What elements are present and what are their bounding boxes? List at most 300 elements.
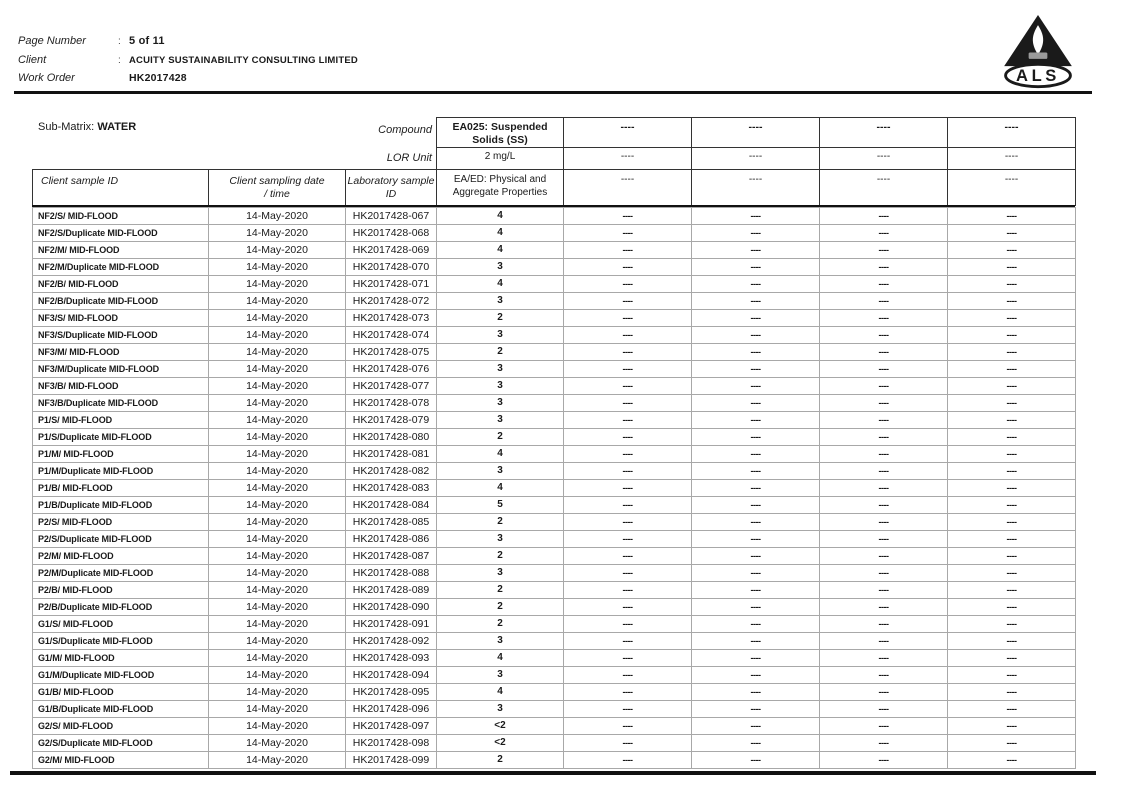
no-result-cell: ----: [820, 667, 948, 684]
no-result-cell: ----: [564, 497, 692, 514]
no-result-cell: ----: [692, 412, 820, 429]
no-result-cell: ----: [692, 514, 820, 531]
method-placeholder-line: ----: [1004, 174, 1019, 185]
client-sample-id-cell: G1/S/Duplicate MID-FLOOD: [33, 633, 209, 650]
lab-sample-id-cell: HK2017428-089: [346, 582, 437, 599]
lab-sample-id-cell: HK2017428-076: [346, 361, 437, 378]
no-result-cell: ----: [564, 276, 692, 293]
lab-sample-id-cell: HK2017428-073: [346, 310, 437, 327]
lor-unit-value: [437, 148, 564, 170]
no-result-cell: ----: [820, 463, 948, 480]
result-row: [33, 293, 1076, 310]
sampling-date-cell: 14-May-2020: [209, 446, 346, 463]
lab-sample-id-cell: HK2017428-097: [346, 718, 437, 735]
no-result-cell: ----: [564, 344, 692, 361]
no-result-cell: ----: [692, 582, 820, 599]
lab-sample-id-cell: HK2017428-078: [346, 395, 437, 412]
sampling-date-cell: 14-May-2020: [209, 310, 346, 327]
lab-sample-id-cell: HK2017428-070: [346, 259, 437, 276]
sampling-date-cell: 14-May-2020: [209, 327, 346, 344]
no-result-cell: ----: [692, 599, 820, 616]
meta-row-client: [18, 54, 358, 73]
lab-sample-id-cell: HK2017428-074: [346, 327, 437, 344]
no-result-cell: ----: [948, 293, 1076, 310]
no-result-cell: ----: [692, 497, 820, 514]
result-row: [33, 208, 1076, 225]
result-value-cell: 2: [437, 599, 564, 616]
client-sample-id-cell: G1/S/ MID-FLOOD: [33, 616, 209, 633]
no-result-cell: ----: [564, 684, 692, 701]
no-result-cell: ----: [820, 293, 948, 310]
sampling-date-cell: 14-May-2020: [209, 582, 346, 599]
result-row: [33, 276, 1076, 293]
client-sample-id-cell: G1/B/Duplicate MID-FLOOD: [33, 701, 209, 718]
lab-sample-id-cell: HK2017428-083: [346, 480, 437, 497]
client-sample-id-cell: P2/S/Duplicate MID-FLOOD: [33, 531, 209, 548]
result-row: [33, 565, 1076, 582]
no-result-cell: ----: [692, 378, 820, 395]
no-result-cell: ----: [820, 735, 948, 752]
result-row: [33, 752, 1076, 769]
method-group-name: [437, 170, 564, 206]
sampling-date-cell: 14-May-2020: [209, 548, 346, 565]
sampling-date-cell: 14-May-2020: [209, 616, 346, 633]
no-result-cell: ----: [948, 361, 1076, 378]
result-value-cell: 3: [437, 531, 564, 548]
method-placeholder-line: ----: [748, 174, 763, 185]
result-value-cell: 3: [437, 361, 564, 378]
no-result-cell: ----: [948, 667, 1076, 684]
no-result-cell: ----: [820, 616, 948, 633]
no-result-cell: ----: [564, 735, 692, 752]
sampling-date-cell: 14-May-2020: [209, 242, 346, 259]
result-value-cell: 2: [437, 616, 564, 633]
als-logo-text: ALS: [1016, 66, 1060, 86]
client-value: ACUITY SUSTAINABILITY CONSULTING LIMITED: [129, 54, 358, 66]
compound-placeholder-line: ----: [748, 121, 763, 133]
client-sample-id-cell: G2/S/ MID-FLOOD: [33, 718, 209, 735]
lor-placeholder-line: ----: [1004, 151, 1019, 162]
no-result-cell: ----: [820, 718, 948, 735]
no-result-cell: ----: [692, 361, 820, 378]
no-result-cell: ----: [948, 480, 1076, 497]
lab-sample-id-cell: HK2017428-069: [346, 242, 437, 259]
client-sample-id-cell: G2/M/ MID-FLOOD: [33, 752, 209, 769]
no-result-cell: ----: [820, 497, 948, 514]
sampling-date-header-line1: Client sampling date: [229, 175, 325, 187]
result-row: [33, 310, 1076, 327]
results-table-wrap: [32, 207, 1076, 769]
sampling-date-cell: 14-May-2020: [209, 378, 346, 395]
method-placeholder: [820, 170, 948, 206]
no-result-cell: ----: [820, 395, 948, 412]
lab-sample-id-cell: HK2017428-094: [346, 667, 437, 684]
no-result-cell: ----: [564, 446, 692, 463]
no-result-cell: ----: [692, 276, 820, 293]
result-value-cell: <2: [437, 735, 564, 752]
client-sample-id-cell: NF2/B/Duplicate MID-FLOOD: [33, 293, 209, 310]
result-value-cell: <2: [437, 718, 564, 735]
lab-sample-id-cell: HK2017428-071: [346, 276, 437, 293]
lor-placeholder: [820, 148, 948, 170]
no-result-cell: ----: [692, 735, 820, 752]
client-sample-id-cell: NF2/M/ MID-FLOOD: [33, 242, 209, 259]
result-row: [33, 531, 1076, 548]
result-row: [33, 361, 1076, 378]
no-result-cell: ----: [820, 327, 948, 344]
lor-placeholder: [692, 148, 820, 170]
als-logo-icon: [1002, 13, 1074, 89]
no-result-cell: ----: [564, 701, 692, 718]
no-result-cell: ----: [692, 633, 820, 650]
result-value-cell: 4: [437, 650, 564, 667]
no-result-cell: ----: [564, 718, 692, 735]
lab-sample-id-cell: HK2017428-088: [346, 565, 437, 582]
method-group-name-line: Aggregate Properties: [452, 187, 548, 198]
result-row: [33, 548, 1076, 565]
separator-colon: :: [118, 36, 121, 47]
no-result-cell: ----: [948, 701, 1076, 718]
client-sample-id-cell: P1/S/Duplicate MID-FLOOD: [33, 429, 209, 446]
no-result-cell: ----: [692, 616, 820, 633]
sampling-date-cell: 14-May-2020: [209, 395, 346, 412]
no-result-cell: ----: [948, 582, 1076, 599]
sampling-date-cell: 14-May-2020: [209, 497, 346, 514]
result-row: [33, 429, 1076, 446]
no-result-cell: ----: [820, 344, 948, 361]
lab-sample-id-cell: HK2017428-086: [346, 531, 437, 548]
page-bottom-rule: [10, 771, 1096, 775]
lab-sample-id-cell: HK2017428-093: [346, 650, 437, 667]
client-sample-id-cell: P1/B/Duplicate MID-FLOOD: [33, 497, 209, 514]
result-row: [33, 633, 1076, 650]
no-result-cell: ----: [564, 565, 692, 582]
client-sample-id-cell: NF3/S/Duplicate MID-FLOOD: [33, 327, 209, 344]
lab-sample-id-cell: HK2017428-068: [346, 225, 437, 242]
result-value-cell: 4: [437, 276, 564, 293]
work-order-value: HK2017428: [129, 72, 187, 84]
lor-placeholder-line: ----: [748, 151, 763, 162]
no-result-cell: ----: [820, 599, 948, 616]
no-result-cell: ----: [948, 310, 1076, 327]
no-result-cell: ----: [564, 412, 692, 429]
no-result-cell: ----: [564, 361, 692, 378]
result-value-cell: 2: [437, 429, 564, 446]
client-sample-id-cell: G1/M/Duplicate MID-FLOOD: [33, 667, 209, 684]
lab-sample-id-cell: HK2017428-082: [346, 463, 437, 480]
no-result-cell: ----: [820, 276, 948, 293]
no-result-cell: ----: [564, 752, 692, 769]
meta-row-work-order: [18, 72, 358, 91]
no-result-cell: ----: [692, 259, 820, 276]
method-placeholder: [948, 170, 1076, 206]
separator-colon: :: [118, 54, 121, 66]
result-row: [33, 327, 1076, 344]
lab-sample-id-header-line2: ID: [385, 188, 397, 200]
compound-placeholder: [564, 118, 692, 148]
no-result-cell: ----: [820, 565, 948, 582]
client-sample-id-cell: P1/S/ MID-FLOOD: [33, 412, 209, 429]
lab-sample-id-cell: HK2017428-080: [346, 429, 437, 446]
method-group-row: [437, 170, 1076, 206]
sampling-date-cell: 14-May-2020: [209, 225, 346, 242]
no-result-cell: ----: [692, 667, 820, 684]
client-sample-id-cell: P1/B/ MID-FLOOD: [33, 480, 209, 497]
no-result-cell: ----: [820, 429, 948, 446]
no-result-cell: ----: [948, 599, 1076, 616]
lab-sample-id-cell: HK2017428-084: [346, 497, 437, 514]
result-value-cell: 4: [437, 684, 564, 701]
no-result-cell: ----: [948, 565, 1076, 582]
no-result-cell: ----: [820, 531, 948, 548]
no-result-cell: ----: [692, 480, 820, 497]
client-sample-id-cell: NF3/B/ MID-FLOOD: [33, 378, 209, 395]
sampling-date-cell: 14-May-2020: [209, 361, 346, 378]
client-sample-id-cell: P2/M/Duplicate MID-FLOOD: [33, 565, 209, 582]
no-result-cell: ----: [692, 684, 820, 701]
no-result-cell: ----: [948, 735, 1076, 752]
no-result-cell: ----: [820, 684, 948, 701]
lab-sample-id-cell: HK2017428-092: [346, 633, 437, 650]
no-result-cell: ----: [948, 497, 1076, 514]
client-sample-id-cell: NF3/B/Duplicate MID-FLOOD: [33, 395, 209, 412]
no-result-cell: ----: [564, 259, 692, 276]
compound-name: [437, 118, 564, 148]
no-result-cell: ----: [692, 225, 820, 242]
sampling-date-cell: 14-May-2020: [209, 531, 346, 548]
no-result-cell: ----: [948, 259, 1076, 276]
lor-placeholder-line: ----: [876, 151, 891, 162]
no-result-cell: ----: [564, 548, 692, 565]
compound-placeholder-line: ----: [1004, 121, 1019, 133]
compound-header-table: [436, 117, 1076, 206]
sampling-date-cell: 14-May-2020: [209, 650, 346, 667]
result-row: [33, 395, 1076, 412]
no-result-cell: ----: [948, 446, 1076, 463]
no-result-cell: ----: [820, 446, 948, 463]
no-result-cell: ----: [820, 633, 948, 650]
sub-matrix-label: Sub-Matrix:: [38, 121, 95, 133]
no-result-cell: ----: [820, 582, 948, 599]
no-result-cell: ----: [692, 565, 820, 582]
no-result-cell: ----: [820, 650, 948, 667]
no-result-cell: ----: [948, 548, 1076, 565]
result-value-cell: 2: [437, 752, 564, 769]
sampling-date-cell: 14-May-2020: [209, 684, 346, 701]
client-sample-id-cell: NF3/S/ MID-FLOOD: [33, 310, 209, 327]
compound-name-line: Solids (SS): [472, 133, 528, 146]
no-result-cell: ----: [564, 667, 692, 684]
report-meta: [18, 35, 358, 91]
result-row: [33, 667, 1076, 684]
no-result-cell: ----: [820, 412, 948, 429]
result-row: [33, 480, 1076, 497]
method-group-name-line: EA/ED: Physical and: [453, 174, 547, 185]
result-row: [33, 514, 1076, 531]
no-result-cell: ----: [564, 616, 692, 633]
no-result-cell: ----: [820, 208, 948, 225]
work-order-label: Work Order: [18, 72, 75, 84]
client-sample-id-cell: G2/S/Duplicate MID-FLOOD: [33, 735, 209, 752]
no-result-cell: ----: [948, 718, 1076, 735]
no-result-cell: ----: [948, 344, 1076, 361]
no-result-cell: ----: [692, 718, 820, 735]
als-logo: [1002, 13, 1074, 89]
result-value-cell: 2: [437, 310, 564, 327]
lab-sample-id-header: [346, 170, 437, 206]
result-row: [33, 650, 1076, 667]
client-sample-id-cell: P1/M/ MID-FLOOD: [33, 446, 209, 463]
result-value-cell: 2: [437, 582, 564, 599]
no-result-cell: ----: [692, 395, 820, 412]
result-value-cell: 2: [437, 514, 564, 531]
sampling-date-cell: 14-May-2020: [209, 633, 346, 650]
no-result-cell: ----: [564, 378, 692, 395]
no-result-cell: ----: [820, 242, 948, 259]
lor-unit-value-line: 2 mg/L: [484, 151, 516, 162]
lor-placeholder: [948, 148, 1076, 170]
no-result-cell: ----: [564, 327, 692, 344]
no-result-cell: ----: [948, 633, 1076, 650]
sampling-date-cell: 14-May-2020: [209, 599, 346, 616]
sampling-date-cell: 14-May-2020: [209, 752, 346, 769]
sampling-date-cell: 14-May-2020: [209, 463, 346, 480]
result-row: [33, 701, 1076, 718]
no-result-cell: ----: [820, 514, 948, 531]
sampling-date-cell: 14-May-2020: [209, 735, 346, 752]
client-sample-id-cell: NF2/B/ MID-FLOOD: [33, 276, 209, 293]
no-result-cell: ----: [948, 242, 1076, 259]
compound-placeholder-line: ----: [876, 121, 891, 133]
results-table: [32, 207, 1076, 769]
no-result-cell: ----: [820, 480, 948, 497]
no-result-cell: ----: [564, 463, 692, 480]
lab-sample-id-cell: HK2017428-067: [346, 208, 437, 225]
no-result-cell: ----: [820, 378, 948, 395]
no-result-cell: ----: [948, 378, 1076, 395]
lab-sample-id-cell: HK2017428-081: [346, 446, 437, 463]
no-result-cell: ----: [564, 395, 692, 412]
no-result-cell: ----: [564, 293, 692, 310]
compound-row-label: Compound: [378, 124, 432, 136]
result-value-cell: 3: [437, 701, 564, 718]
sampling-date-cell: 14-May-2020: [209, 429, 346, 446]
result-value-cell: 3: [437, 633, 564, 650]
no-result-cell: ----: [820, 310, 948, 327]
result-value-cell: 3: [437, 259, 564, 276]
client-sample-id-cell: NF3/M/ MID-FLOOD: [33, 344, 209, 361]
no-result-cell: ----: [948, 208, 1076, 225]
sampling-date-cell: 14-May-2020: [209, 701, 346, 718]
result-value-cell: 5: [437, 497, 564, 514]
method-placeholder-line: ----: [620, 174, 635, 185]
meta-row-page-number: [18, 35, 358, 54]
no-result-cell: ----: [564, 242, 692, 259]
lab-sample-id-cell: HK2017428-077: [346, 378, 437, 395]
sampling-date-cell: 14-May-2020: [209, 412, 346, 429]
sampling-date-cell: 14-May-2020: [209, 344, 346, 361]
no-result-cell: ----: [564, 650, 692, 667]
lab-sample-id-cell: HK2017428-096: [346, 701, 437, 718]
page-number-value: 5 of 11: [129, 35, 165, 47]
no-result-cell: ----: [692, 548, 820, 565]
sampling-date-cell: 14-May-2020: [209, 276, 346, 293]
result-value-cell: 4: [437, 208, 564, 225]
no-result-cell: ----: [820, 701, 948, 718]
result-row: [33, 497, 1076, 514]
lab-sample-id-cell: HK2017428-095: [346, 684, 437, 701]
no-result-cell: ----: [820, 225, 948, 242]
result-row: [33, 684, 1076, 701]
result-value-cell: 3: [437, 293, 564, 310]
client-sample-id-cell: P1/M/Duplicate MID-FLOOD: [33, 463, 209, 480]
sample-columns-header-table: [32, 169, 437, 206]
lab-sample-id-cell: HK2017428-098: [346, 735, 437, 752]
result-row: [33, 735, 1076, 752]
client-sample-id-cell: P2/B/ MID-FLOOD: [33, 582, 209, 599]
result-row: [33, 463, 1076, 480]
result-value-cell: 3: [437, 378, 564, 395]
sampling-date-cell: 14-May-2020: [209, 208, 346, 225]
no-result-cell: ----: [692, 344, 820, 361]
lab-sample-id-cell: HK2017428-090: [346, 599, 437, 616]
no-result-cell: ----: [692, 242, 820, 259]
no-result-cell: ----: [564, 633, 692, 650]
client-sample-id-cell: P2/S/ MID-FLOOD: [33, 514, 209, 531]
result-value-cell: 2: [437, 548, 564, 565]
no-result-cell: ----: [692, 650, 820, 667]
sampling-date-header: [209, 170, 346, 206]
sample-columns-header-row: [33, 170, 437, 206]
compound-name-row: [437, 118, 1076, 148]
lor-placeholder-line: ----: [620, 151, 635, 162]
page-number-label: Page Number: [18, 35, 86, 47]
no-result-cell: ----: [564, 531, 692, 548]
no-result-cell: ----: [692, 531, 820, 548]
no-result-cell: ----: [948, 429, 1076, 446]
compound-placeholder: [692, 118, 820, 148]
no-result-cell: ----: [948, 650, 1076, 667]
result-value-cell: 4: [437, 446, 564, 463]
lab-sample-id-cell: HK2017428-099: [346, 752, 437, 769]
no-result-cell: ----: [692, 463, 820, 480]
client-sample-id-cell: NF2/S/ MID-FLOOD: [33, 208, 209, 225]
client-sample-id-cell: NF2/M/Duplicate MID-FLOOD: [33, 259, 209, 276]
no-result-cell: ----: [948, 412, 1076, 429]
no-result-cell: ----: [692, 208, 820, 225]
method-placeholder: [692, 170, 820, 206]
client-sample-id-cell: G1/M/ MID-FLOOD: [33, 650, 209, 667]
header-rule: [14, 91, 1092, 94]
result-value-cell: 3: [437, 463, 564, 480]
result-row: [33, 718, 1076, 735]
no-result-cell: ----: [948, 616, 1076, 633]
no-result-cell: ----: [692, 327, 820, 344]
lab-sample-id-cell: HK2017428-087: [346, 548, 437, 565]
no-result-cell: ----: [564, 582, 692, 599]
result-value-cell: 3: [437, 395, 564, 412]
lab-sample-id-cell: HK2017428-091: [346, 616, 437, 633]
no-result-cell: ----: [820, 259, 948, 276]
sub-matrix-value: WATER: [97, 121, 137, 133]
no-result-cell: ----: [692, 293, 820, 310]
no-result-cell: ----: [948, 684, 1076, 701]
no-result-cell: ----: [564, 310, 692, 327]
no-result-cell: ----: [948, 327, 1076, 344]
no-result-cell: ----: [820, 752, 948, 769]
no-result-cell: ----: [948, 531, 1076, 548]
lor-placeholder: [564, 148, 692, 170]
